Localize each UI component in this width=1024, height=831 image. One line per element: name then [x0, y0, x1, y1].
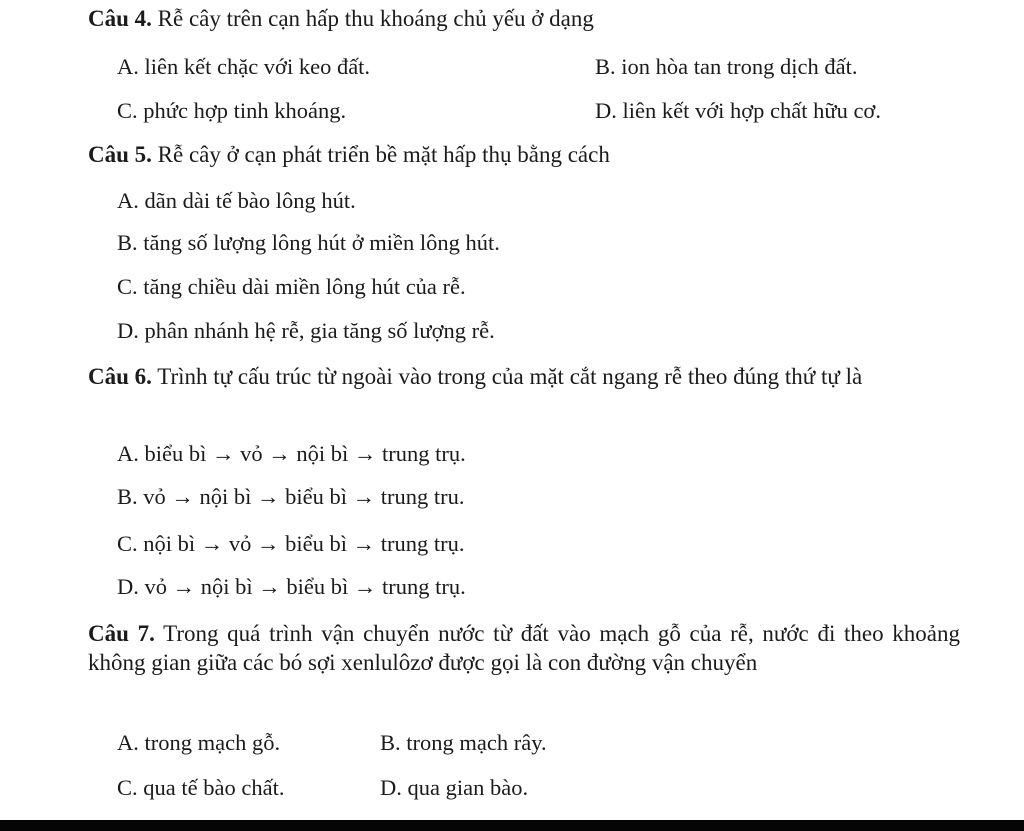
question-6: [88, 362, 960, 391]
question-6-option-c: C. nội bì → vỏ → biểu bì → trung trụ.: [117, 531, 465, 556]
question-4-option-d: D. liên kết với hợp chất hữu cơ.: [595, 98, 881, 123]
question-7-option-b: B. trong mạch rây.: [380, 730, 547, 755]
question-5-option-a: A. dãn dài tế bào lông hút.: [117, 188, 356, 213]
question-7: [88, 619, 960, 677]
question-5-option-c: C. tăng chiều dài miền lông hút của rễ.: [117, 274, 466, 299]
question-5-option-b: B. tăng số lượng lông hút ở miền lông hút.: [117, 230, 500, 255]
question-4: [88, 4, 594, 34]
bottom-border-bar: [0, 820, 1024, 831]
question-7-text: Trong quá trình vận chuyển nước từ đất vào mạch gỗ của rễ, nước đi theo khoảng không gian giữa các bó sợi xenlulôzơ được gọi là con đường vận chuyển: [88, 621, 960, 675]
question-7-option-d: D. qua gian bào.: [380, 775, 529, 800]
question-4-text: Rễ cây trên cạn hấp thu khoáng chủ yếu ở dạng: [157, 6, 594, 31]
question-6-option-d: D. vỏ → nội bì → biểu bì → trung trụ.: [117, 574, 466, 599]
question-7-label: Câu 7.: [88, 621, 155, 646]
question-5-label: Câu 5.: [88, 142, 152, 167]
question-6-text: Trình tự cấu trúc từ ngoài vào trong của mặt cắt ngang rễ theo đúng thứ tự là: [157, 364, 863, 389]
question-4-option-c: C. phức hợp tinh khoáng.: [117, 98, 347, 123]
question-4-label: Câu 4.: [88, 6, 152, 31]
question-4-option-a: A. liên kết chặc với keo đất.: [117, 54, 371, 79]
question-7-option-c: C. qua tế bào chất.: [117, 775, 285, 800]
question-5-text: Rễ cây ở cạn phát triển bề mặt hấp thụ bằng cách: [157, 142, 610, 167]
question-5-option-d: D. phân nhánh hệ rễ, gia tăng số lượng rễ.: [117, 318, 495, 343]
question-4-option-b: B. ion hòa tan trong dịch đất.: [595, 54, 858, 79]
question-6-option-a: A. biểu bì → vỏ → nội bì → trung trụ.: [117, 441, 466, 466]
question-5: [88, 140, 610, 170]
question-6-label: Câu 6.: [88, 364, 152, 389]
question-7-option-a: A. trong mạch gỗ.: [117, 730, 281, 755]
question-6-option-b: B. vỏ → nội bì → biểu bì → trung tru.: [117, 484, 465, 509]
